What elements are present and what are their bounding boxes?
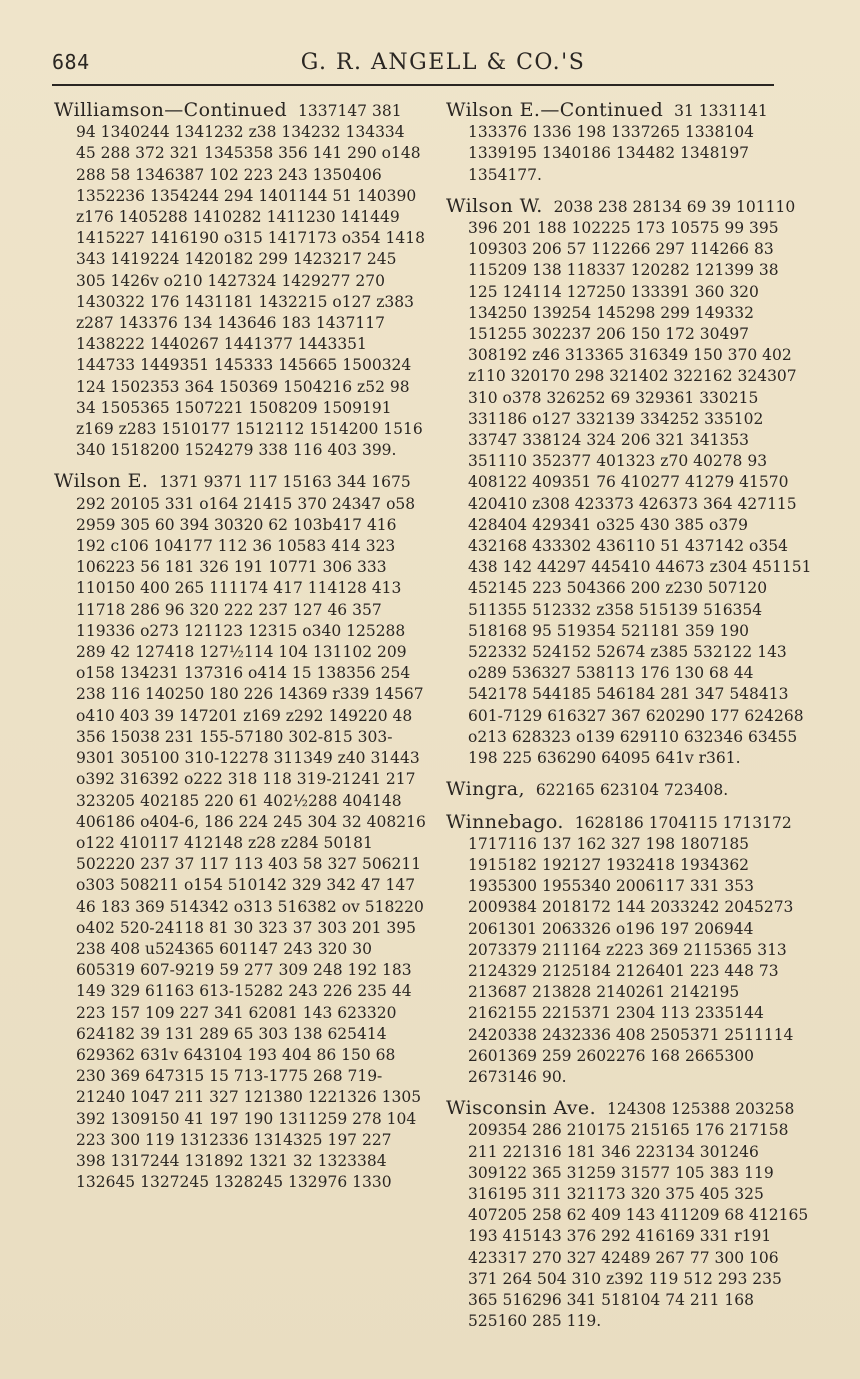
left-column bbox=[54, 100, 426, 1203]
header-rule bbox=[52, 84, 774, 86]
entry-numbers: 1337147 381 94 1340244 1341232 z38 134232 134334 45 288 372 321 1345358 356 141 290 o148 288 58 1346387 102 223 243 1350406 1352236 1354244 294 1401144 51 140390 z176 1405288 1410282 1411230 141449 1415227 1416190 o315 1417173 o354 1418 343 1419224 1420182 299 1423217 245 305 1426v o210 1427324 1429277 270 1430322 176 1431181 1432215 o127 z383 z287 143376 134 143646 183 1437117 1438222 1440267 1441377 1443351 144733 1449351 145333 145665 1500324 124 1502353 364 150369 1504216 z52 98 34 1505365 1507221 1508209 1509191 z169 z283 1510177 1512112 1514200 1516 340 1518200 1524279 338 116 403 399. bbox=[76, 102, 426, 460]
directory-entry bbox=[446, 196, 812, 769]
street-heading: Wilson W. bbox=[446, 194, 543, 217]
entry-numbers: 124308 125388 203258 209354 286 210175 215165 176 217158 211 221316 181 346 223134 301246 309122 365 31259 31577 105 383 119 316195 311 321173 320 375 405 325 407205 258 62 409 143 411209 68 412165 193 415143 376 292 416169 331 r191 423317 270 327 42489 267 77 300 106 371 264 504 310 z392 119 512 293 235 365 516296 341 518104 74 211 168 525160 285 119. bbox=[468, 1100, 809, 1331]
street-heading: Williamson—Continued bbox=[54, 99, 288, 121]
directory-entry bbox=[446, 779, 812, 801]
page-number: 684 bbox=[52, 50, 90, 74]
entry-numbers: 622165 623104 723408. bbox=[535, 781, 729, 800]
street-heading: Wilson E.—Continued bbox=[446, 99, 664, 121]
page-header bbox=[52, 50, 774, 82]
entry-numbers: 1371 9371 117 15163 344 1675 292 20105 331 o164 21415 370 24347 o58 2959 305 60 394 30320 62 103b417 416 192 c106 104177 112 36 10583 414 323 106223 56 181 326 191 10771 306 333 110150 400 265 111174 417 114128 413 11718 286 96 320 222 237 127 46 357 119336 o273 121123 12315 o340 125288 289 42 127418 127½114 104 131102 209 o158 134231 137316 o414 15 138356 254 238 116 140250 180 226 14369 r339 14567 o410 403 39 147201 z169 z292 149220 48 356 15038 231 155-57180 302-815 303-9301 305100 310-12278 311349 z40 31443 o392 316392 o222 318 118 319-21241 217 323205 402185 220 61 402½288 404148 406186 o404-6, 186 224 245 304 32 408216 o122 410117 412148 z28 z284 50181 502220 237 37 117 113 403 58 327 506211 o303 508211 o154 510142 329 342 47 147 46 183 369 514342 o313 516382 ov 518220 o402 520-24118 81 30 323 37 303 201 395 238 408 u524365 601147 243 320 30 605319 607-9219 59 277 309 248 192 183 149 329 61163 613-15282 243 226 235 44 223 157 109 227 341 62081 143 623320 624182 39 131 289 65 303 138 625414 629362 631v 643104 193 404 86 150 68 230 369 647315 15 713-1775 268 719-21240 1047 211 327 121380 1221326 1305 392 1309150 41 197 190 1311259 278 104 223 300 119 1312336 1314325 197 227 398 1317244 131892 1321 32 1323384 132645 1327245 1328245 132976 1330 bbox=[76, 473, 426, 1192]
directory-entry bbox=[54, 100, 426, 461]
street-heading: Wingra, bbox=[446, 778, 525, 801]
street-heading: Wisconsin Ave. bbox=[446, 1097, 597, 1120]
street-heading: Wilson E. bbox=[54, 470, 149, 493]
running-head: G. R. ANGELL & CO.'S bbox=[300, 50, 586, 75]
directory-entry bbox=[446, 100, 812, 186]
street-heading: Winnebago. bbox=[446, 810, 564, 833]
right-column bbox=[446, 100, 812, 1342]
directory-entry bbox=[54, 471, 426, 1193]
entry-numbers: 2038 238 28134 69 39 101110 396 201 188 102225 173 10575 99 395 109303 206 57 112266 297 114266 83 115209 138 118337 120282 121399 38 125 124114 127250 133391 360 320 134250 139254 145298 299 149332 151255 302237 206 150 172 30497 308192 z46 313365 316349 150 370 402 z110 320170 298 321402 322162 324307 310 o378 326252 69 329361 330215 331186 o127 332139 334252 335102 33747 338124 324 206 321 341353 351110 352377 401323 z70 40278 93 408122 409351 76 410277 41279 41570 420410 z308 423373 426373 364 427115 428404 429341 o325 430 385 o379 432168 433302 436110 51 437142 o354 438 142 44297 445410 44673 z304 451151 452145 223 504366 200 z230 507120 511355 512332 z358 515139 516354 518168 95 519354 521181 359 190 522332 524152 52674 z385 532122 143 o289 536327 538113 176 130 68 44 542178 544185 546184 281 347 548413 601-7129 616327 367 620290 177 624268 o213 628323 o139 629110 632346 63455 198 225 636290 64095 641v r361. bbox=[468, 197, 812, 768]
directory-entry bbox=[446, 1098, 812, 1332]
entry-numbers: 1628186 1704115 1713172 1717116 137 162 327 198 1807185 1915182 192127 1932418 1934362 1935300 1955340 2006117 331 353 2009384 2018172 144 2033242 2045273 2061301 2063326 o196 197 206944 2073379 211164 z223 369 2115365 313 2124329 2125184 2126401 223 448 73 213687 213828 2140261 2142195 2162155 2215371 2304 113 2335144 2420338 2432336 408 2505371 2511114 2601369 259 2602276 168 2665300 2673146 90. bbox=[468, 813, 794, 1086]
directory-entry bbox=[446, 812, 812, 1089]
entry-numbers: 31 1331141 133376 1336 198 1337265 1338104 1339195 1340186 134482 1348197 1354177. bbox=[468, 102, 768, 184]
